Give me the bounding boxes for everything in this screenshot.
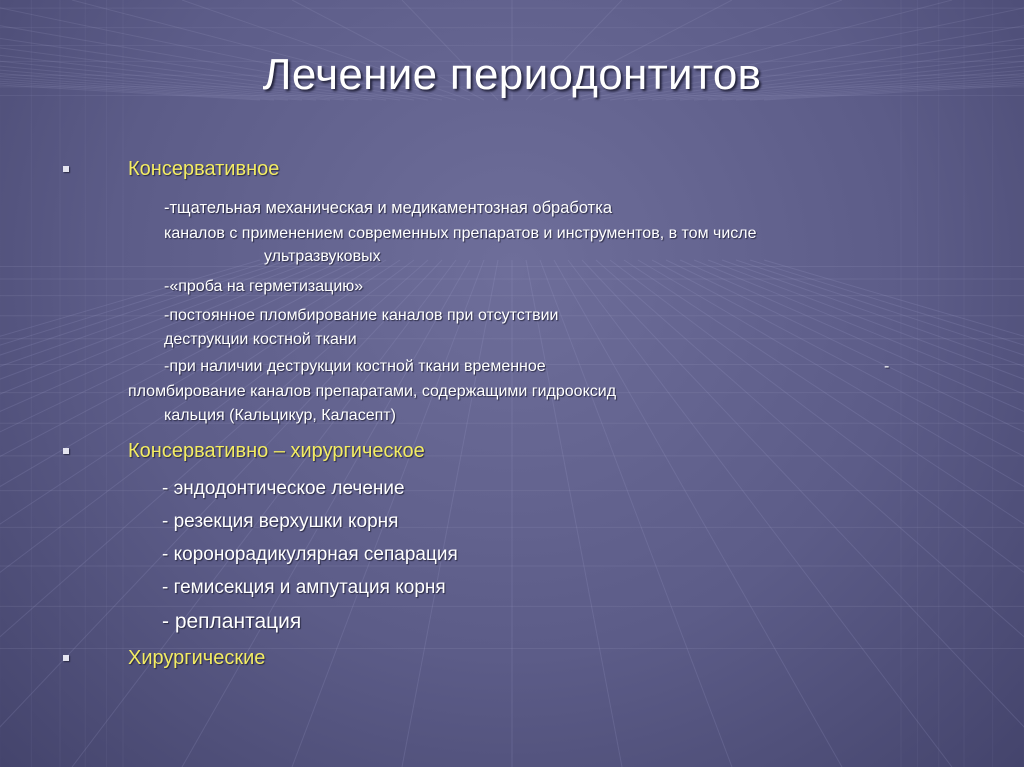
text-line: - <box>884 358 890 375</box>
section-heading-conservative-surgical: Консервативно – хирургическое <box>128 440 425 462</box>
bullet-square-icon <box>63 655 69 661</box>
text-line: -тщательная механическая и медикаментозная обработка <box>164 199 612 217</box>
section-heading-surgical: Хирургические <box>128 647 266 669</box>
list-item: - гемисекция и ампутация корня <box>162 577 446 598</box>
text-line: пломбирование каналов препаратами, содержащими гидрооксид <box>128 383 617 400</box>
text-line: ультразвуковых <box>264 248 381 265</box>
text-line: деструкции костной ткани <box>164 331 357 348</box>
bullet-square-icon <box>63 448 69 454</box>
list-item: - реплантация <box>162 610 302 633</box>
list-item: - коронорадикулярная сепарация <box>162 544 458 565</box>
slide-title: Лечение периодонтитов <box>262 50 762 99</box>
text-line: -«проба на герметизацию» <box>164 278 364 295</box>
list-item: - эндодонтическое лечение <box>162 478 405 499</box>
list-item: - резекция верхушки корня <box>162 511 399 532</box>
section-heading-conservative: Консервативное <box>128 158 280 180</box>
text-line: каналов с применением современных препаратов и инструментов, в том числе <box>164 225 757 242</box>
text-line: -постоянное пломбирование каналов при отсутствии <box>164 307 559 324</box>
bullet-square-icon <box>63 166 69 172</box>
text-line: -при наличии деструкции костной ткани временное <box>164 358 546 375</box>
text-line: кальция (Кальцикур, Каласепт) <box>164 407 396 424</box>
